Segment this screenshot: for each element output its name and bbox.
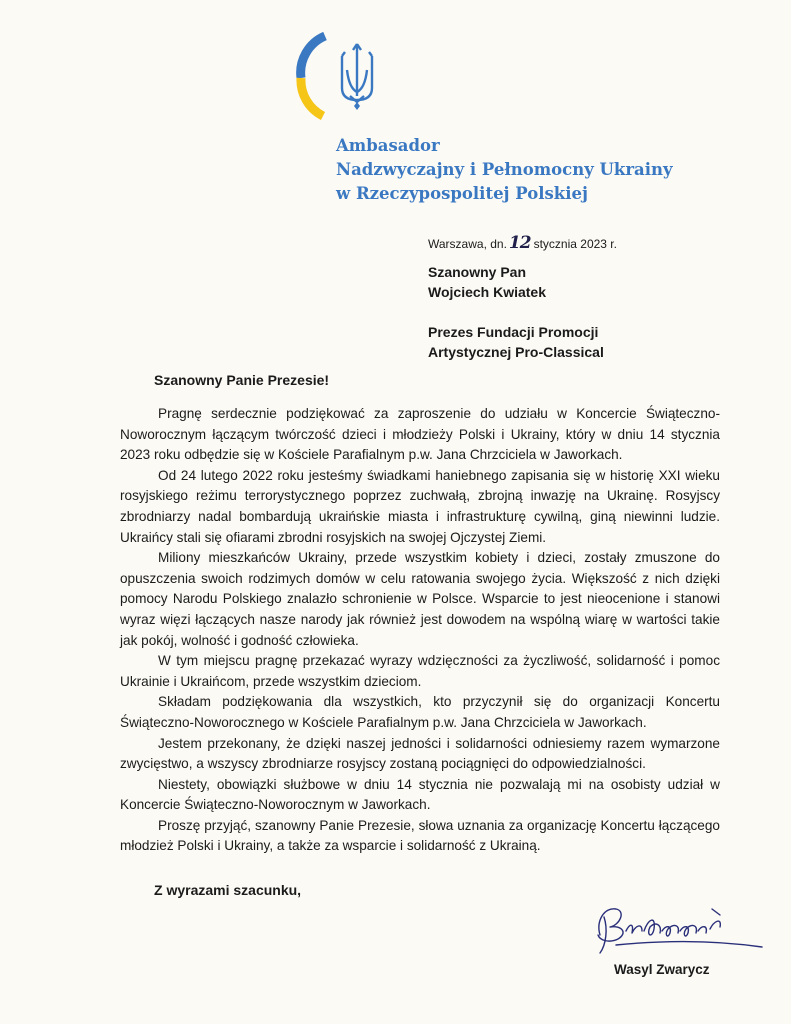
closing-phrase: Z wyrazami szacunku, <box>154 882 302 898</box>
recipient-title: Prezes Fundacji Promocji <box>428 324 599 340</box>
ukrainian-trident-icon <box>295 30 385 120</box>
date-suffix: stycznia 2023 r. <box>533 237 617 251</box>
recipient-block <box>428 262 604 362</box>
institution-line: Ambasador <box>336 136 440 155</box>
date-day: 12 <box>508 233 531 253</box>
body-paragraph: Składam podziękowania dla wszystkich, kto przyczynił się do organizacji Koncertu Świąteczno-Noworocznego w Kościele Parafialnym p.w. Jana Chrzciciela w Jaworkach. <box>120 694 720 730</box>
signer-name: Wasyl Zwarycz <box>614 962 710 977</box>
body-paragraph: Od 24 lutego 2022 roku jesteśmy świadkami haniebnego zapisania się w historię XXI wieku rosyjskiego reżimu terrorystycznego poprzez zuchwałą, zbrojną inwazję na Ukrainę. Rosyjscy zbrodniarzy nadal bombardują ukraińskie miasta i infrastrukturę cywilną, giną niewinni ludzie. Ukraińcy stali się ofiarami zbrodni rosyjskich na swojej Ojczystej Ziemi. <box>120 467 720 545</box>
body-paragraph: W tym miejscu pragnę przekazać wyrazy wdzięczności za życzliwość, solidarność i pomoc Ukrainie i Ukraińcom, przede wszystkim dzieciom. <box>120 653 720 689</box>
recipient-name: Wojciech Kwiatek <box>428 284 547 300</box>
salutation: Szanowny Panie Prezesie! <box>154 372 330 388</box>
institution-line: w Rzeczypospolitej Polskiej <box>336 184 588 203</box>
body-paragraph: Pragnę serdecznie podziękować za zaproszenie do udziału w Koncercie Świąteczno-Noworocznym łączącym twórczość dzieci i młodzieży Polski i Ukrainy, który w dniu 14 stycznia 2023 roku odbędzie się w Kościele Parafialnym p.w. Jana Chrzciciela w Jaworkach. <box>120 406 720 463</box>
institution-line: Nadzwyczajny i Pełnomocny Ukrainy <box>336 160 673 179</box>
recipient-line: Szanowny Pan <box>428 264 527 280</box>
date-line <box>428 233 617 253</box>
body-paragraph: Jestem przekonany, że dzięki naszej jedności i solidarności odniesiemy razem wymarzone zwycięstwo, a wszyscy zbrodniarze rosyjscy zostaną pociągnięci do odpowiedzialności. <box>120 735 720 772</box>
letter-body <box>120 404 720 857</box>
date-prefix: Warszawa, dn. <box>428 237 507 251</box>
body-paragraph: Niestety, obowiązki służbowe w dniu 14 stycznia nie pozwalają mi na osobisty udział w Koncercie Świąteczno-Noworocznym w Jaworkach. <box>120 776 720 813</box>
body-paragraph: Proszę przyjąć, szanowny Panie Prezesie, słowa uznania za organizację Koncertu łączącego młodzież Polski i Ukrainy, a także za wsparcie i solidarność z Ukrainą. <box>120 817 720 854</box>
recipient-title: Artystycznej Pro-Classical <box>428 344 604 360</box>
institution-heading <box>336 134 673 206</box>
body-paragraph: Miliony mieszkańców Ukrainy, przede wszystkim kobiety i dzieci, zostały zmuszone do opuszczenia swoich rodzimych domów w celu ratowania swojego życia. Większość z nich dzięki pomocy Narodu Polskiego znalazło schronienie w Polsce. Wsparcie to jest nieocenione i stanowi wyraz więzi łączących nasze narody jak również jest dowodem na wspólną wiarę w wartości takie jak pokój, wolność i godność człowieka. <box>120 550 720 648</box>
handwritten-signature-icon <box>586 895 766 965</box>
